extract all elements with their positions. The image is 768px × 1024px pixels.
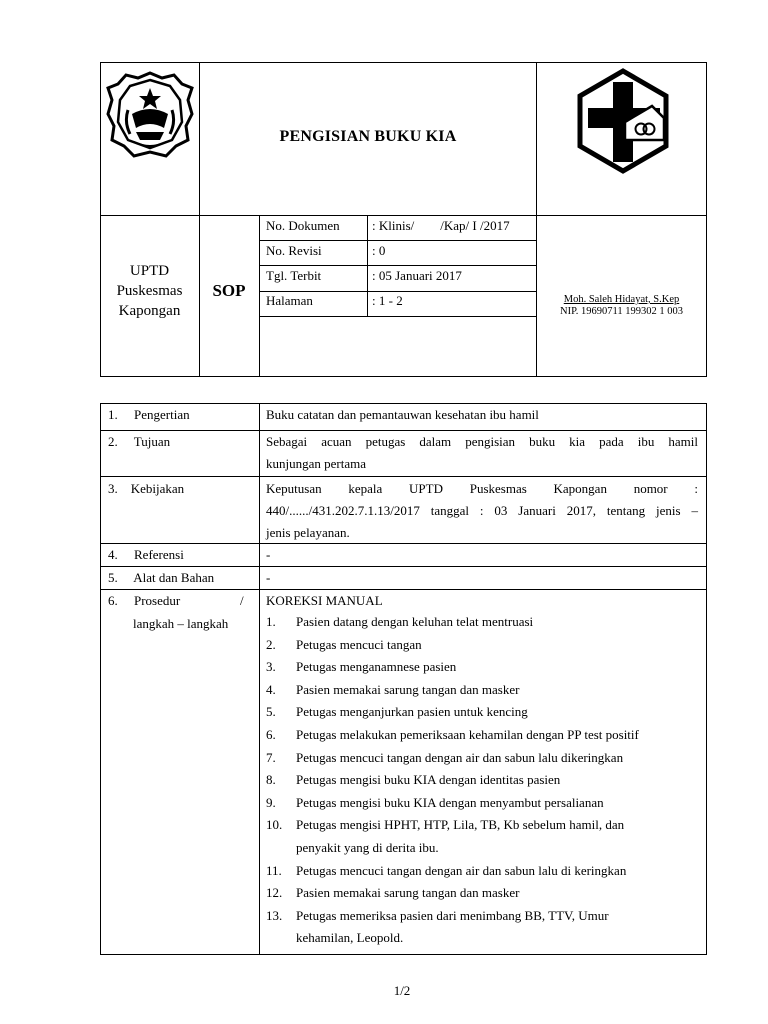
- page-number: 1/2: [393, 983, 411, 998]
- tujuan-line-2: kunjungan pertama: [266, 456, 366, 471]
- step-number: 3.: [266, 659, 276, 675]
- step-number: 12.: [266, 885, 283, 901]
- kebijakan-label: 3. Kebijakan: [108, 481, 185, 496]
- step-number: 10.: [266, 817, 283, 833]
- doc-number-label: No. Dokumen: [266, 218, 340, 233]
- step-number: 9.: [266, 794, 276, 810]
- step-text: Petugas menganamnese pasien: [296, 659, 457, 675]
- alat-bahan-label: 5. Alat dan Bahan: [108, 570, 215, 585]
- step-item: [266, 724, 698, 747]
- step-item: [266, 701, 698, 724]
- step-number: 11.: [266, 862, 282, 878]
- step-item: [266, 634, 698, 657]
- step-text: Pasien memakai sarung tangan dan masker: [296, 885, 520, 901]
- step-text: Petugas melakukan pemeriksaan kehamilan dengan PP test positif: [296, 726, 639, 742]
- kebijakan-line-1: Keputusan kepala UPTD Puskesmas Kapongan nomor :: [266, 481, 698, 496]
- step-text: Petugas mencuci tangan: [296, 636, 422, 652]
- tujuan-label: 2. Tujuan: [108, 434, 171, 449]
- step-item: [266, 679, 698, 702]
- signatory-nip: NIP. 19690711 199302 1 003: [560, 306, 683, 317]
- revision-value: : 0: [372, 243, 386, 258]
- step-item: [266, 882, 698, 905]
- tujuan-line-1: Sebagai acuan petugas dalam pengisian buku kia pada ibu hamil: [266, 434, 698, 449]
- step-item: [266, 747, 698, 770]
- kebijakan-line-3: jenis pelayanan.: [266, 525, 350, 540]
- step-text: Petugas mengisi HPHT, HTP, Lila, TB, Kb sebelum hamil, dan: [296, 817, 625, 833]
- referensi-text: -: [266, 547, 271, 562]
- issue-date-label: Tgl. Terbit: [266, 268, 322, 283]
- document-title: PENGISIAN BUKU KIA: [279, 128, 457, 145]
- step-text-continued: kehamilan, Leopold.: [296, 930, 404, 946]
- prosedur-label-1: 6. Prosedur: [108, 593, 181, 608]
- step-item: [266, 792, 698, 815]
- org-line-1: UPTD: [129, 263, 170, 279]
- step-number: 6.: [266, 726, 276, 742]
- prosedur-steps: [266, 611, 698, 950]
- step-text: Petugas mencuci tangan dengan air dan sabun lalu dikeringkan: [296, 749, 624, 765]
- page-label: Halaman: [266, 293, 313, 308]
- doc-number-value: : Klinis/ /Kap/ I /2017: [372, 218, 510, 233]
- alat-bahan-text: -: [266, 570, 271, 585]
- signatory-name: Moh. Saleh Hidayat, S.Kep: [563, 294, 680, 305]
- step-number: 8.: [266, 772, 276, 788]
- step-text: Petugas mencuci tangan dengan air dan sabun lalu di keringkan: [296, 862, 627, 878]
- step-number: 2.: [266, 636, 276, 652]
- step-item: [266, 905, 698, 950]
- pengertian-label: 1. Pengertian: [108, 407, 190, 422]
- step-item: [266, 860, 698, 883]
- prosedur-heading: KOREKSI MANUAL: [266, 593, 383, 608]
- puskesmas-logo: [570, 68, 676, 174]
- step-text: Pasien datang dengan keluhan telat mentruasi: [296, 614, 534, 629]
- pengertian-text: Buku catatan dan pemantauwan kesehatan ibu hamil: [266, 407, 539, 422]
- step-number: 13.: [266, 907, 283, 923]
- page-value: : 1 - 2: [372, 293, 403, 308]
- step-text: Petugas mengisi buku KIA dengan menyambut persalianan: [296, 794, 604, 810]
- issue-date-value: : 05 Januari 2017: [372, 268, 462, 283]
- revision-label: No. Revisi: [266, 243, 322, 258]
- step-text-continued: penyakit yang di derita ibu.: [296, 839, 439, 855]
- step-text: Pasien memakai sarung tangan dan masker: [296, 681, 520, 697]
- signatory: [537, 294, 706, 318]
- step-text: Petugas mengisi buku KIA dengan identitas pasien: [296, 772, 561, 788]
- sop-label: SOP: [212, 281, 246, 300]
- regency-emblem-logo: [104, 70, 196, 160]
- step-item: [266, 814, 698, 859]
- organization-name: [100, 261, 199, 321]
- step-number: 7.: [266, 749, 276, 765]
- org-line-3: Kapongan: [118, 303, 181, 319]
- prosedur-label-slash: /: [240, 593, 244, 608]
- prosedur-label-2: langkah – langkah: [133, 616, 229, 631]
- step-item: [266, 769, 698, 792]
- step-number: 1.: [266, 614, 276, 629]
- org-line-2: Puskesmas: [116, 283, 183, 299]
- step-item: [266, 656, 698, 679]
- referensi-label: 4. Referensi: [108, 547, 184, 562]
- kebijakan-line-2: 440/....../431.202.7.1.13/2017 tanggal : 03 Januari 2017, tentang jenis –: [266, 503, 698, 518]
- step-text: Petugas memeriksa pasien dari menimbang BB, TTV, Umur: [296, 907, 609, 923]
- step-number: 5.: [266, 704, 276, 720]
- step-text: Petugas menganjurkan pasien untuk kencing: [296, 704, 528, 720]
- step-number: 4.: [266, 681, 276, 697]
- step-item: [266, 611, 698, 634]
